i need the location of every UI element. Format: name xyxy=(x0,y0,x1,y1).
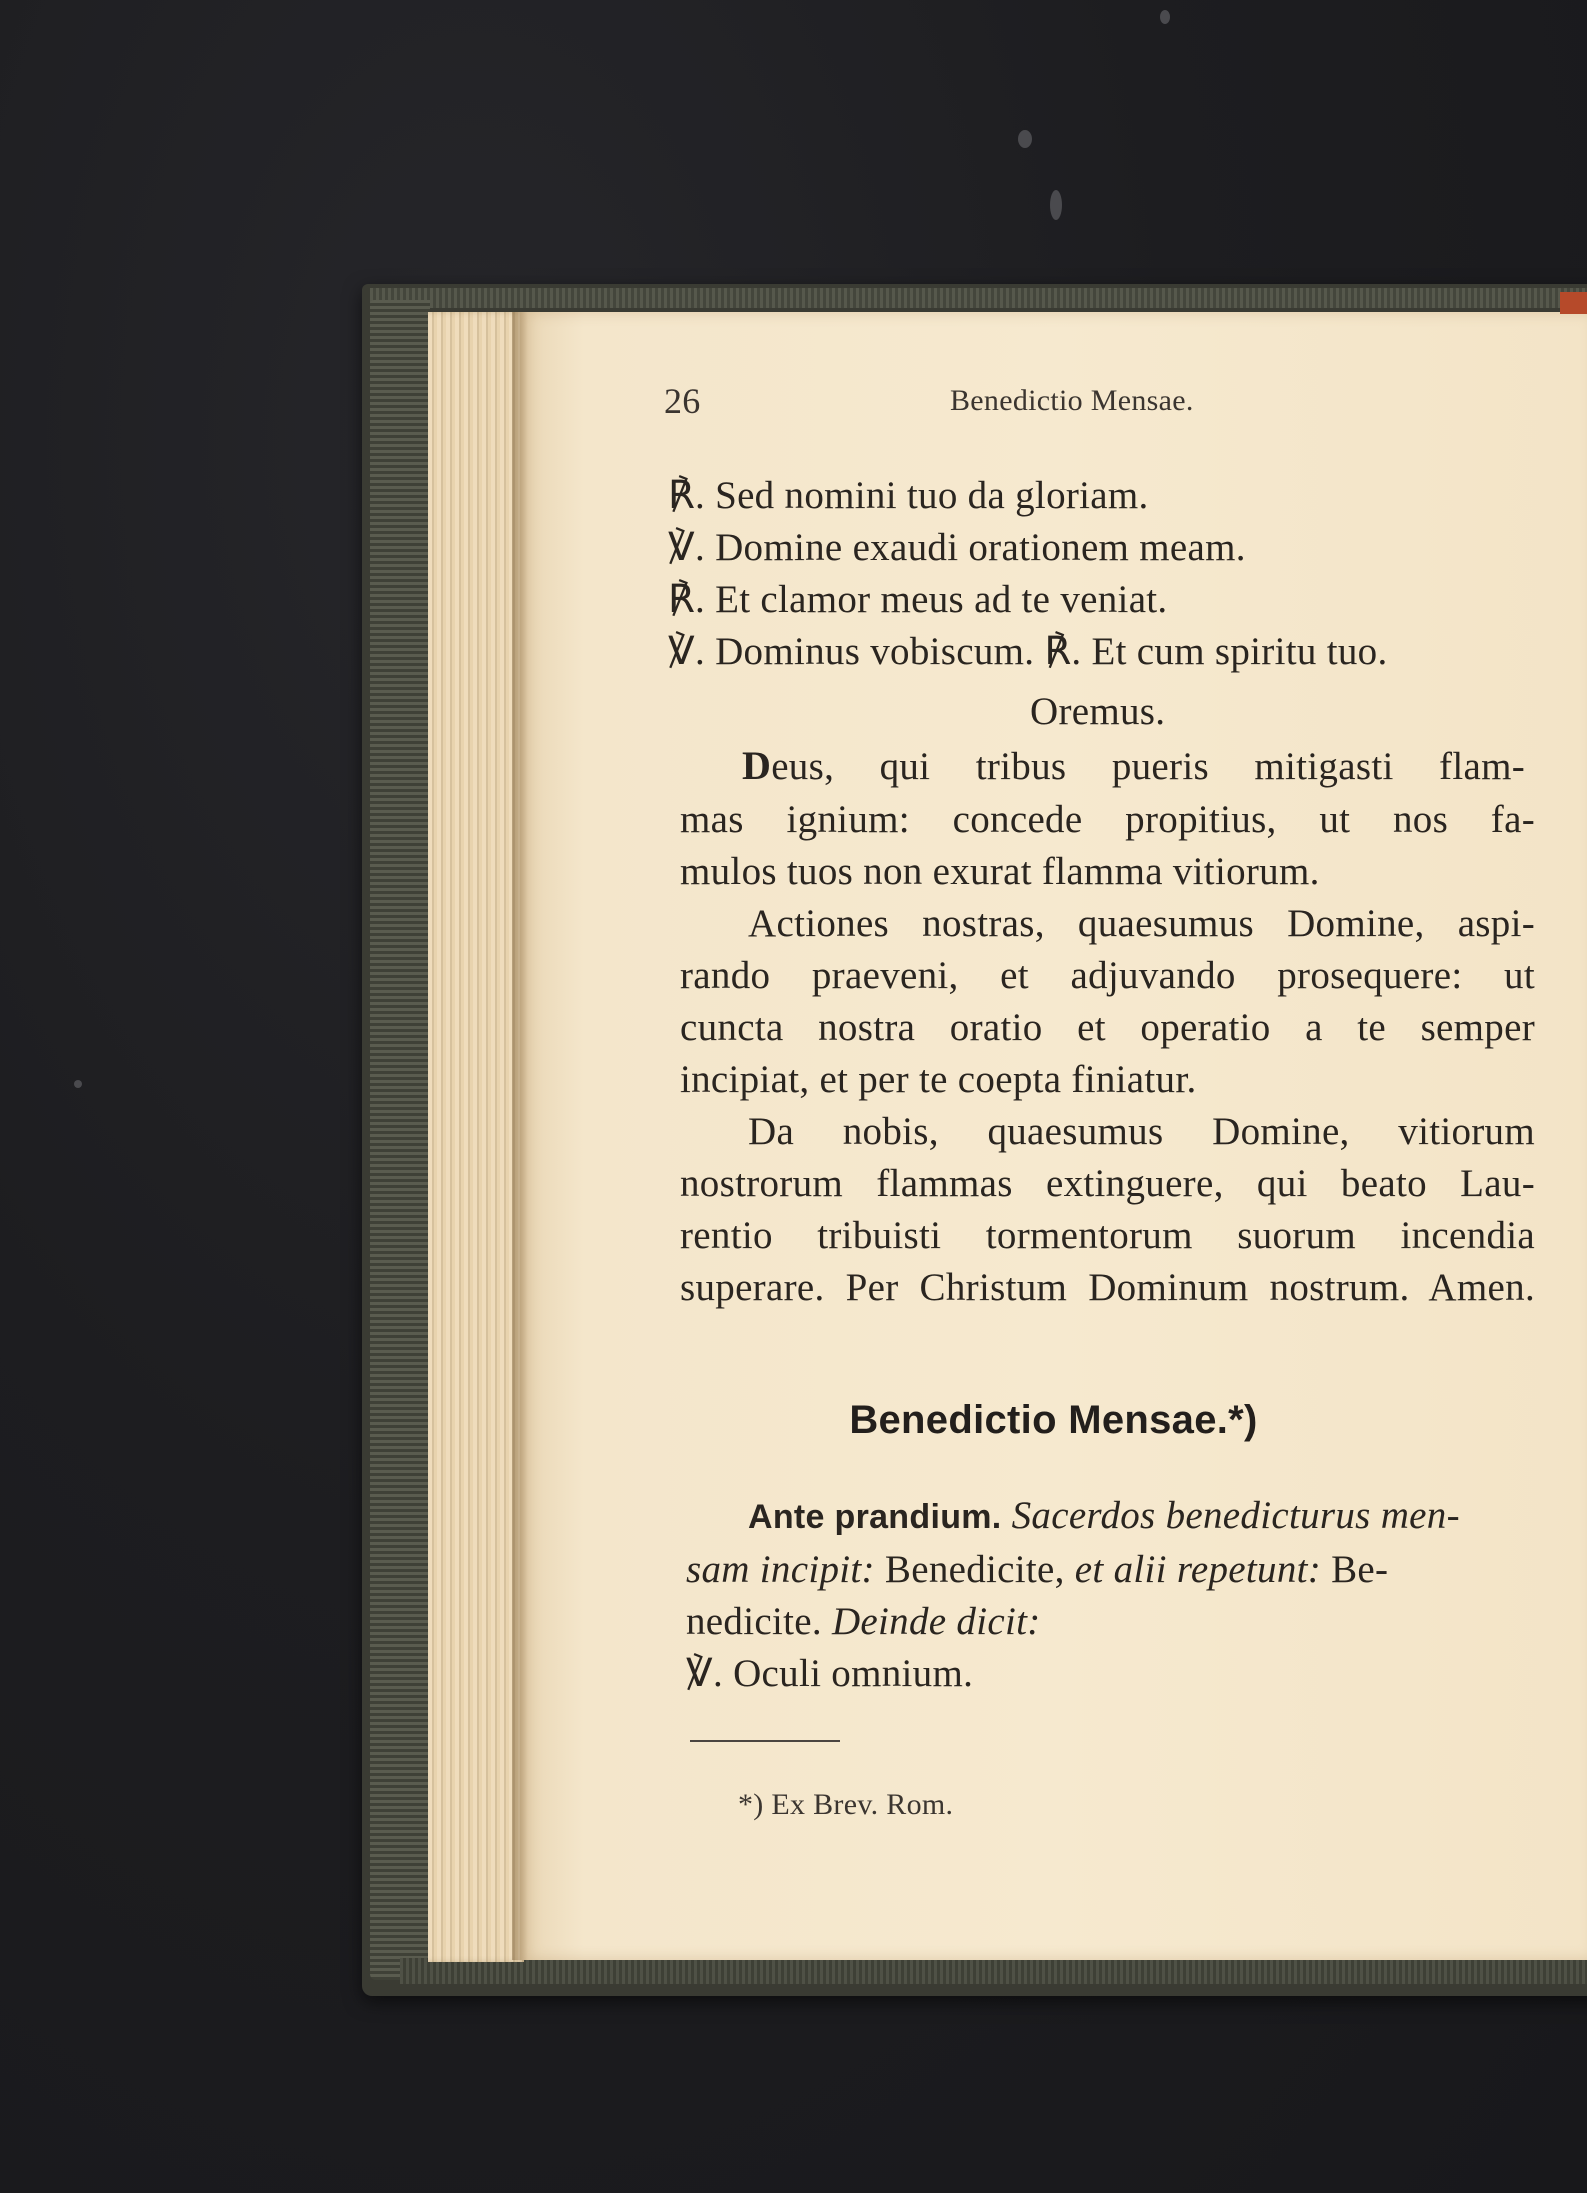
rubric-italic: sam incipit: xyxy=(686,1548,875,1591)
rubric-line xyxy=(686,1602,1041,1641)
prayer-line xyxy=(742,743,1525,788)
versicle-line: ℟. Et clamor meus ad te veniat. xyxy=(668,578,1168,621)
rubric-roman: Be- xyxy=(1331,1548,1389,1591)
book-cover-bottom-edge xyxy=(400,1958,1587,1984)
rubric-line xyxy=(748,1496,1460,1535)
versicle-line: ℣. Oculi omnium. xyxy=(686,1652,974,1695)
rubric-italic: et alii repetunt: xyxy=(1074,1548,1322,1591)
rubric-italic: Deinde dicit: xyxy=(831,1600,1041,1643)
footnote-rule xyxy=(690,1740,840,1742)
prayer-line: Actiones nostras, quaesumus Domine, aspi- xyxy=(748,902,1535,945)
running-header: Benedictio Mensae. xyxy=(950,384,1194,417)
versicle-line: ℣. Domine exaudi orationem meam. xyxy=(668,526,1246,569)
footnote: *) Ex Brev. Rom. xyxy=(738,1788,954,1821)
prayer-line: mulos tuos non exurat flamma vitiorum. xyxy=(680,850,1320,893)
rubric-roman: nedicite. xyxy=(686,1600,822,1643)
page-number: 26 xyxy=(664,381,701,421)
versicle-line: ℣. Dominus vobiscum. ℟. Et cum spiritu tuo. xyxy=(668,630,1388,673)
prayer-line: rentio tribuisti tormentorum suorum incendia xyxy=(680,1214,1535,1257)
gutter-shadow xyxy=(512,312,528,1960)
section-heading: Benedictio Mensae.*) xyxy=(849,1398,1258,1442)
prayer-line: incipiat, et per te coepta finiatur. xyxy=(680,1058,1197,1101)
book-spine-cloth xyxy=(370,300,430,1980)
red-page-edge xyxy=(1560,292,1587,314)
rubric-roman: Benedicite, xyxy=(884,1548,1065,1591)
dust-speck xyxy=(1160,10,1170,24)
prayer-line: rando praeveni, et adjuvando prosequere: ut xyxy=(680,954,1535,997)
page-edges xyxy=(428,312,524,1962)
prayer-line: cuncta nostra oratio et operatio a te semper xyxy=(680,1006,1535,1049)
ante-prandium-label: Ante prandium. xyxy=(748,1498,1002,1536)
dust-speck xyxy=(1018,130,1032,148)
prayer-line: superare. Per Christum Dominum nostrum. Amen. xyxy=(680,1266,1535,1309)
versicle-line: ℟. Sed nomini tuo da gloriam. xyxy=(668,474,1149,517)
rubric-line xyxy=(686,1550,1388,1589)
dust-speck xyxy=(74,1080,82,1088)
dust-speck xyxy=(1050,190,1062,220)
prayer-text: eus, qui tribus pueris mitigasti flam- xyxy=(771,745,1525,788)
prayer-line: nostrorum flammas extinguere, qui beato Lau- xyxy=(680,1162,1535,1205)
prayer-line: mas ignium: concede propitius, ut nos fa- xyxy=(680,798,1535,841)
rubric-italic: Sacerdos benedicturus men- xyxy=(1011,1494,1460,1537)
drop-capital: D xyxy=(742,743,772,788)
oremus-heading: Oremus. xyxy=(1030,690,1166,733)
prayer-line: Da nobis, quaesumus Domine, vitiorum xyxy=(748,1110,1535,1153)
book-cover-top-edge xyxy=(370,288,1587,308)
